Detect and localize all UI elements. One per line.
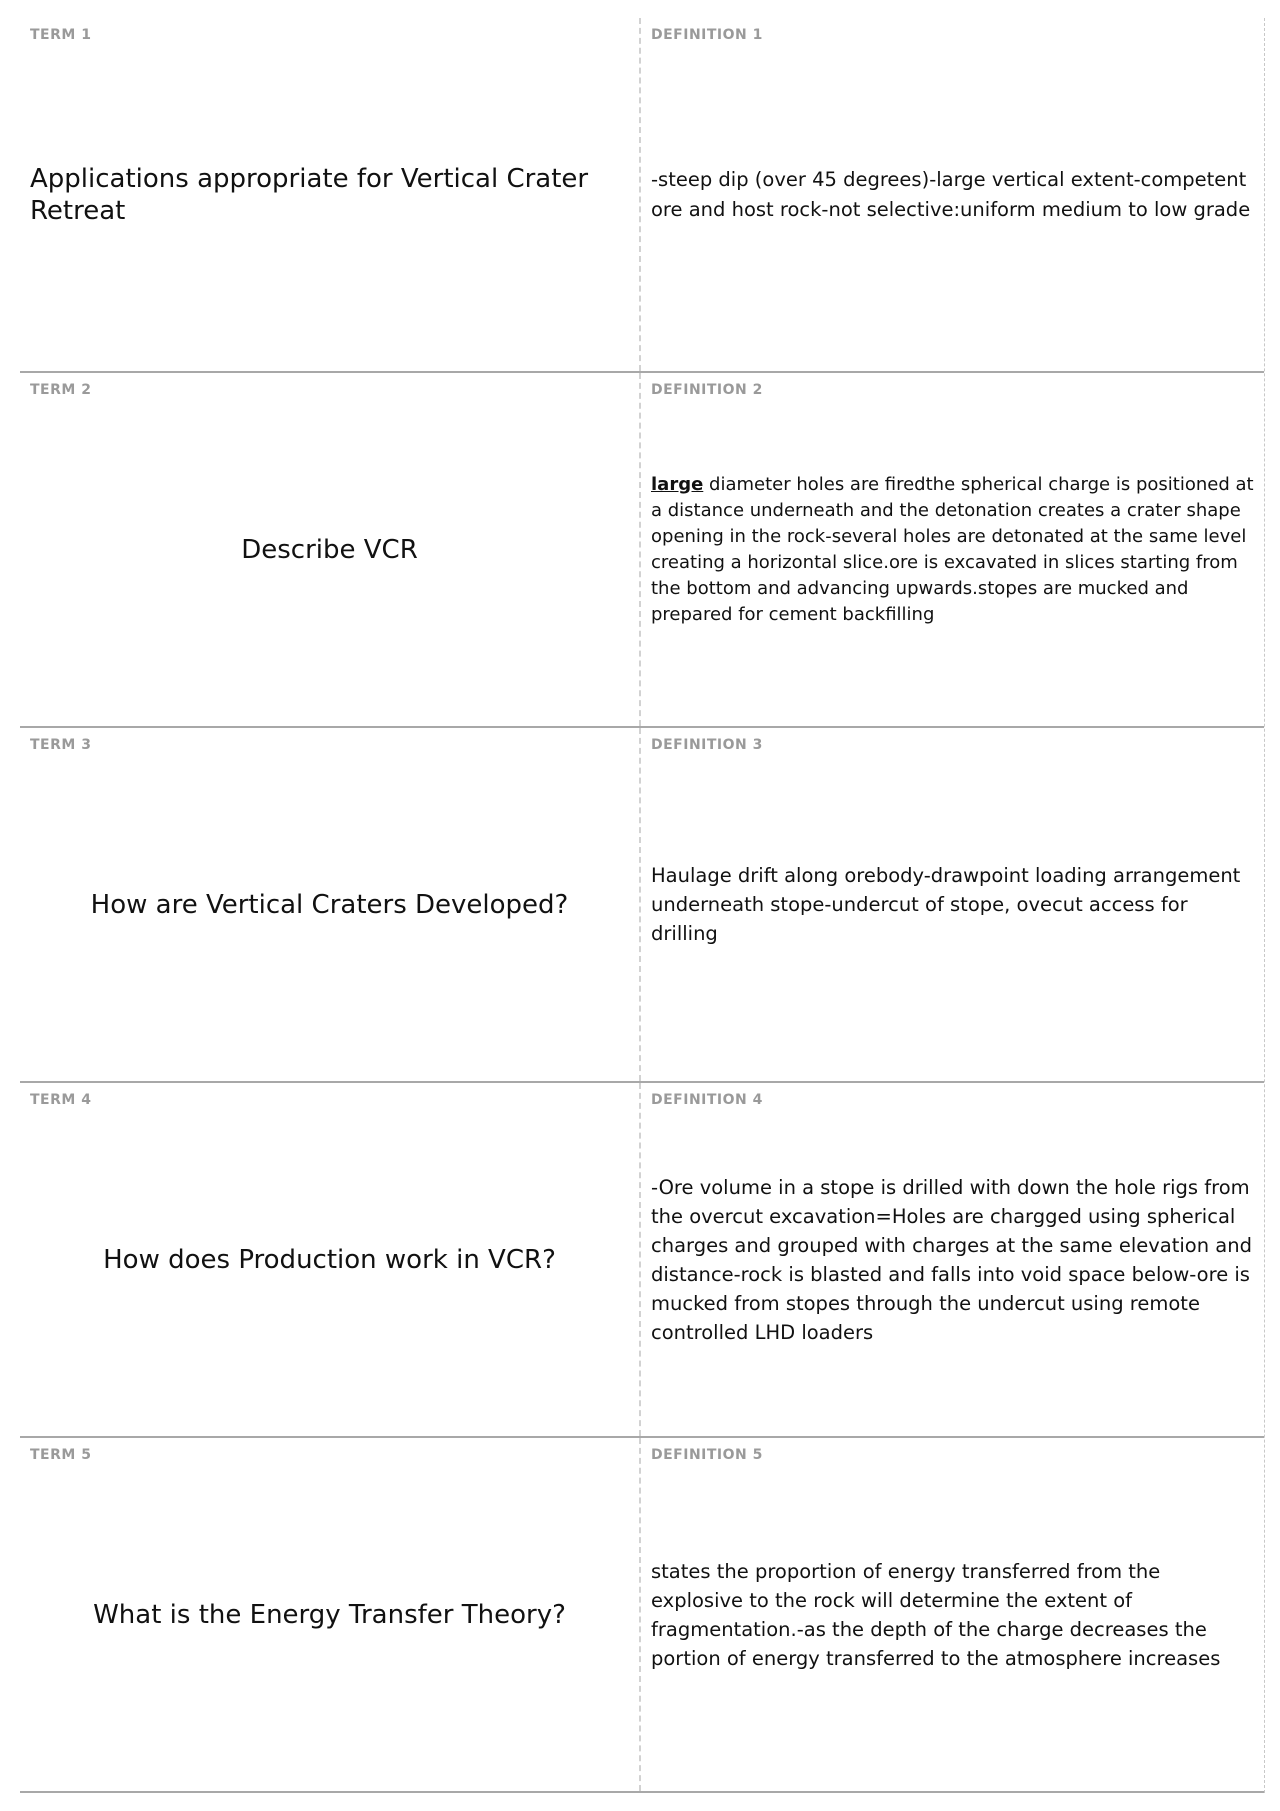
term-cell (20, 373, 641, 726)
term-text: How are Vertical Craters Developed? (90, 889, 569, 920)
definition-label: DEFINITION 1 (651, 27, 763, 43)
definition-label: DEFINITION 2 (651, 382, 763, 398)
term-text: What is the Energy Transfer Theory? (93, 1599, 566, 1630)
definition-text: -Ore volume in a stope is drilled with down the hole rigs from the overcut excavation=Holes are chargged using spherical charges and grouped with charges at the same elevation and distance-rock is blasted and falls into void space below-ore is mucked from stopes through the undercut using remote controlled LHD loaders (651, 1175, 1252, 1344)
definition-label: DEFINITION 5 (651, 1447, 763, 1463)
definition-emphasis: large (651, 473, 704, 495)
term-text: Applications appropriate for Vertical Crater Retreat (30, 163, 589, 226)
term-text: How does Production work in VCR? (103, 1244, 556, 1275)
definition-text: Haulage drift along orebody-drawpoint loading arrangement underneath stope-undercut of stope, ovecut access for drilling (651, 864, 1241, 945)
card-row-3 (20, 728, 1264, 1083)
definition-cell (641, 1083, 1264, 1436)
definition-body: diameter holes are firedthe spherical charge is positioned at a distance underneath and the detonation creates a crater shape opening in the rock-several holes are detonated at the same level creating a horizontal slice.ore is excavated in slices starting from the bottom and advancing upwards.stopes are mucked and prepared for cement backfilling (651, 473, 1254, 625)
term-cell (20, 728, 641, 1081)
term-label: TERM 4 (30, 1092, 92, 1108)
card-row-2 (20, 373, 1264, 728)
card-row-5 (20, 1438, 1264, 1793)
term-cell (20, 18, 641, 371)
card-row-1 (20, 18, 1264, 373)
definition-cell (641, 18, 1264, 371)
definition-label: DEFINITION 3 (651, 737, 763, 753)
definition-cell (641, 373, 1264, 726)
definition-cell (641, 1438, 1264, 1791)
definition-text: states the proportion of energy transferred from the explosive to the rock will determine the extent of fragmentation.-as the depth of the charge decreases the portion of energy transferred to the atmosphere increases (651, 1559, 1221, 1670)
term-text: Describe VCR (241, 534, 418, 565)
definition-cell (641, 728, 1264, 1081)
term-label: TERM 1 (30, 27, 92, 43)
term-cell (20, 1438, 641, 1791)
definition-text (651, 472, 1254, 628)
flashcard-sheet (20, 18, 1265, 1793)
term-label: TERM 5 (30, 1447, 92, 1463)
term-cell (20, 1083, 641, 1436)
card-row-4 (20, 1083, 1264, 1438)
definition-text: -steep dip (over 45 degrees)-large vertical extent-competent ore and host rock-not selective:uniform medium to low grade (651, 167, 1251, 221)
definition-label: DEFINITION 4 (651, 1092, 763, 1108)
term-label: TERM 3 (30, 737, 92, 753)
term-label: TERM 2 (30, 382, 92, 398)
